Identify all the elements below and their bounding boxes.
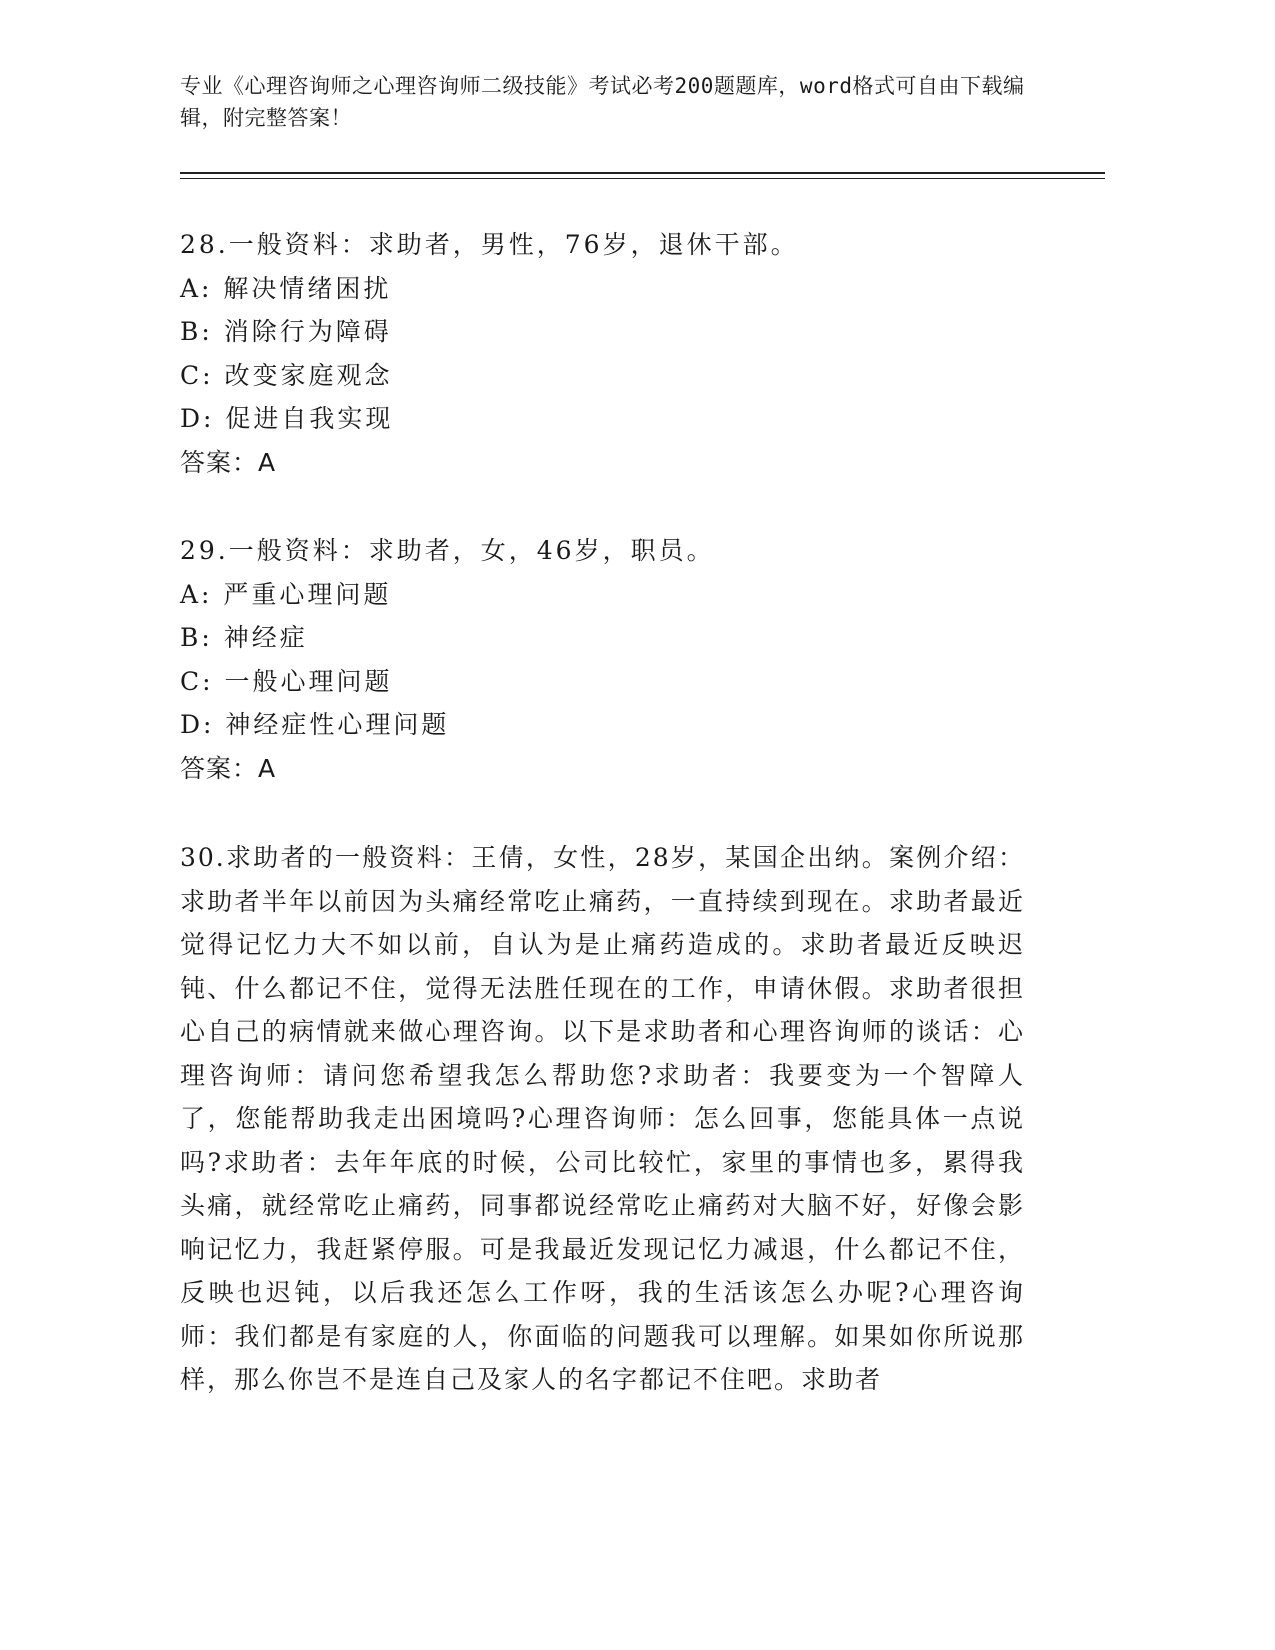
option-c: C: 一般心理问题 (180, 666, 393, 696)
header-divider-thin (180, 178, 1105, 179)
answer-label: 答案：A (180, 753, 277, 783)
option-b: B: 神经症 (180, 623, 308, 652)
question-28 (180, 223, 1025, 484)
option-a: A: 严重心理问题 (180, 579, 392, 609)
document-header: 专业《心理咨询师之心理咨询师二级技能》考试必考200题题库，word格式可自由下载编辑，附完整答案！ (180, 74, 1025, 130)
option-d: D: 神经症性心理问题 (180, 710, 450, 739)
question-stem: 29.一般资料：求助者，女，46岁，职员。 (180, 536, 715, 565)
option-d: D: 促进自我实现 (180, 404, 394, 433)
option-a: A: 解决情绪困扰 (180, 273, 392, 303)
question-30-paragraph: 30.求助者的一般资料：王倩，女性，28岁，某国企出纳。案例介绍：求助者半年以前因为头痛经常吃止痛药，一直持续到现在。求助者最近觉得记忆力大不如以前，自认为是止痛药造成的。求助者最近反映迟钝、什么都记不住，觉得无法胜任现在的工作，申请休假。求助者很担心自己的病情就来做心理咨询。以下是求助者和心理咨询师的谈话：心理咨询师：请问您希望我怎么帮助您?求助者：我要变为一个智障人了，您能帮助我走出困境吗?心理咨询师：怎么回事，您能具体一点说吗?求助者：去年年底的时候，公司比较忙，家里的事情也多，累得我头痛，就经常吃止痛药，同事都说经常吃止痛药对大脑不好，好像会影响记忆力，我赶紧停服。可是我最近发现记忆力减退，什么都记不住，反映也迟钝，以后我还怎么工作呀，我的生活该怎么办呢?心理咨询师：我们都是有家庭的人，你面临的问题我可以理解。如果如你所说那样，那么你岂不是连自己及家人的名字都记不住吧。求助者 (180, 843, 1025, 1394)
answer-label: 答案：A (180, 447, 277, 477)
question-29 (180, 529, 1025, 790)
question-stem: 28.一般资料：求助者，男性，76岁，退休干部。 (180, 230, 799, 259)
header-divider-thick (180, 172, 1105, 174)
option-c: C: 改变家庭观念 (180, 360, 393, 390)
option-b: B: 消除行为障碍 (180, 317, 392, 346)
